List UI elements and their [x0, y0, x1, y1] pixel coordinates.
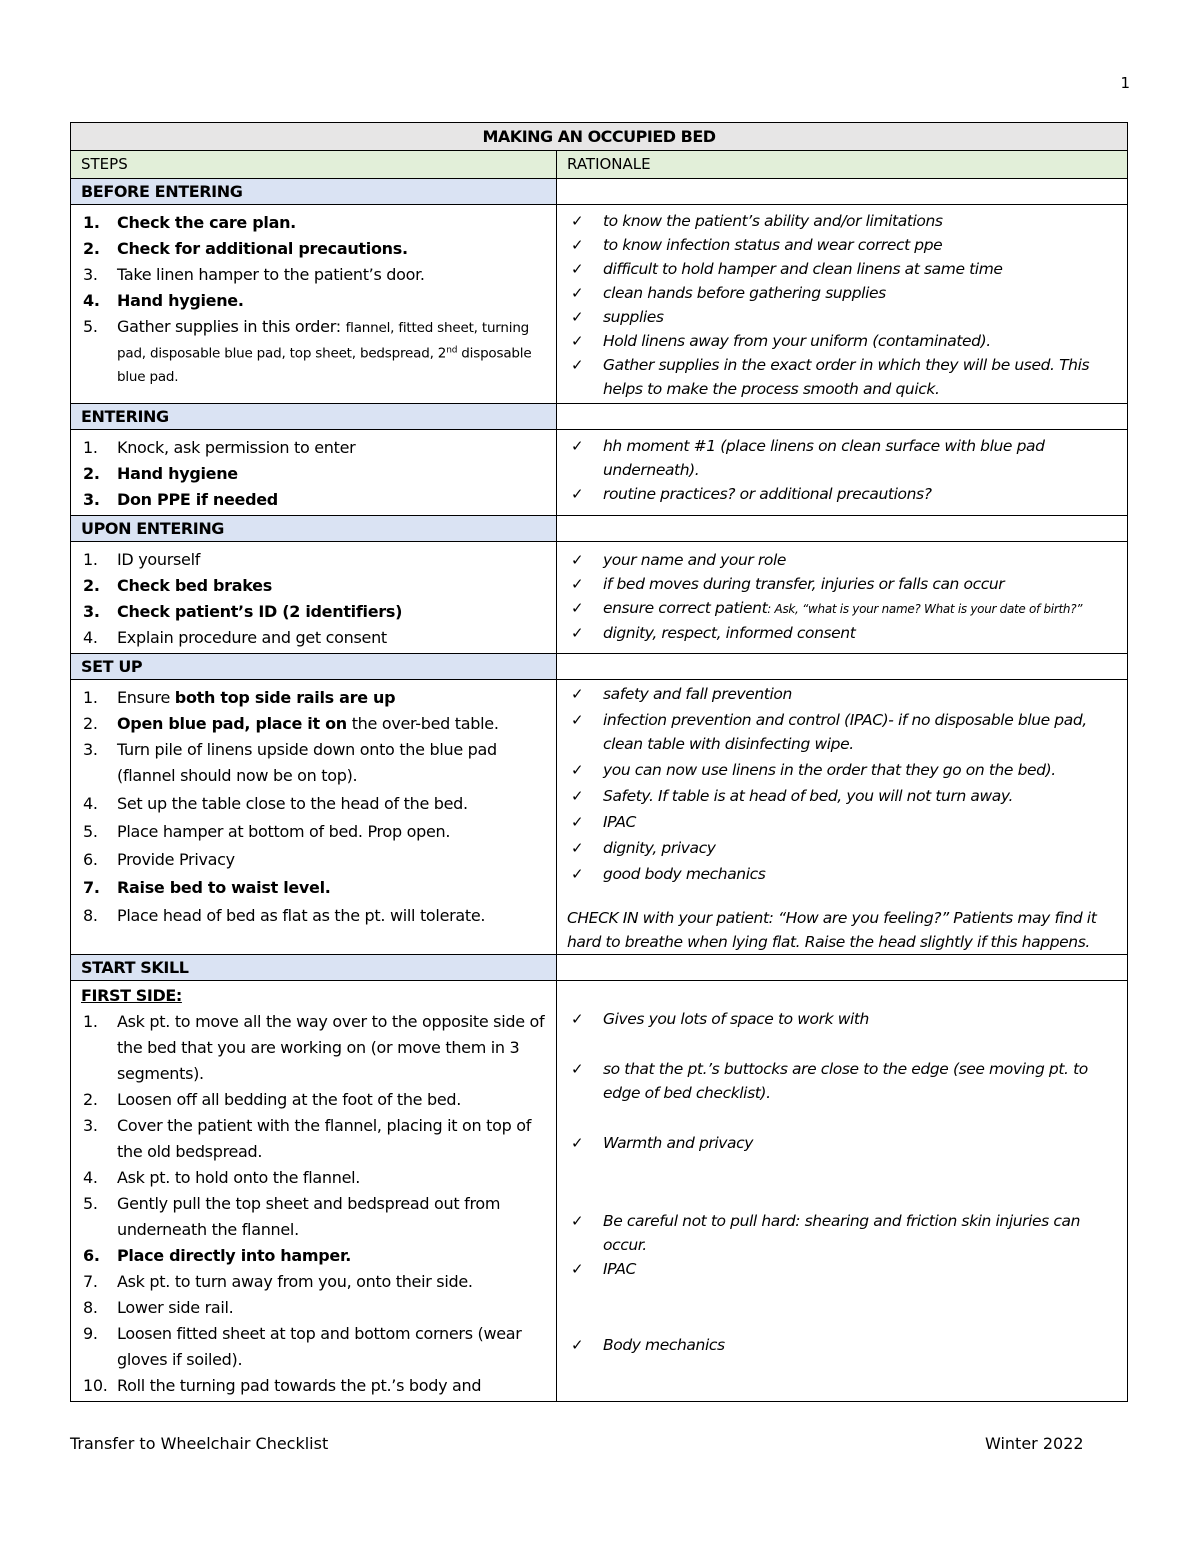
checkmark-icon: ✓: [571, 599, 584, 617]
checkmark-icon: ✓: [571, 236, 584, 254]
rationale-item: ✓ infection prevention and control (IPAC)- if no disposable blue pad, clean table with disinfecting wipe.: [557, 708, 1127, 756]
content-row-before-entering: [71, 205, 1128, 404]
step-item: 5. Gently pull the top sheet and bedspread out from underneath the flannel.: [83, 1194, 501, 1239]
rationale-item: ✓ dignity, privacy: [557, 836, 1127, 860]
step-item: 2. Check bed brakes: [83, 576, 272, 595]
steps-cell: [71, 981, 557, 1402]
step-item: 5. Gather supplies in this order: flannel, fitted sheet, turning pad, disposable blue pad, top sheet, bedspread, 2nd disposable blue pad.: [83, 317, 532, 385]
step-item: 2. Hand hygiene: [83, 464, 238, 483]
rationale-item: ✓ ensure correct patient: Ask, “what is your name? What is your date of birth?”: [557, 596, 1127, 621]
step-item: 4. Set up the table close to the head of the bed.: [83, 794, 468, 813]
section-heading: UPON ENTERING: [71, 516, 557, 542]
checkmark-icon: ✓: [571, 284, 584, 302]
section-row-set-up: [71, 654, 1128, 680]
steps-cell: [71, 430, 557, 516]
rationale-item: ✓ IPAC: [557, 810, 1127, 834]
checkmark-icon: ✓: [571, 711, 584, 729]
rationale-cell: [557, 981, 1128, 1402]
checkmark-icon: ✓: [571, 1212, 584, 1230]
checkmark-icon: ✓: [571, 551, 584, 569]
checkmark-icon: ✓: [571, 1260, 584, 1278]
rationale-item: ✓ Gather supplies in the exact order in which they will be used. This helps to make the process smooth and quick.: [557, 353, 1127, 401]
rationale-item: ✓ Safety. If table is at head of bed, you will not turn away.: [557, 784, 1127, 808]
step-item: 3. Don PPE if needed: [83, 490, 278, 509]
footer-document-name: Transfer to Wheelchair Checklist: [70, 1434, 329, 1453]
rationale-item: ✓ you can now use linens in the order that they go on the bed).: [557, 758, 1127, 782]
rationale-column-header: RATIONALE: [557, 151, 1128, 179]
step-item: 1. Ensure both top side rails are up: [83, 688, 396, 707]
checklist-title: MAKING AN OCCUPIED BED: [71, 123, 1128, 151]
section-row-entering: [71, 404, 1128, 430]
rationale-item: ✓ supplies: [557, 305, 1127, 329]
rationale-item: ✓ Body mechanics: [557, 1333, 1127, 1357]
rationale-item: ✓ routine practices? or additional precautions?: [557, 482, 1127, 506]
checkmark-icon: ✓: [571, 1336, 584, 1354]
checkmark-icon: ✓: [571, 1060, 584, 1078]
section-heading: BEFORE ENTERING: [71, 179, 557, 205]
section-heading: ENTERING: [71, 404, 557, 430]
section-heading: SET UP: [71, 654, 557, 680]
checkmark-icon: ✓: [571, 813, 584, 831]
rationale-item: ✓ Hold linens away from your uniform (contaminated).: [557, 329, 1127, 353]
step-item: 7. Raise bed to waist level.: [83, 878, 331, 897]
step-item: 9. Loosen fitted sheet at top and bottom corners (wear gloves if soiled).: [83, 1324, 522, 1369]
step-item: 4. Hand hygiene.: [83, 291, 244, 310]
section-blank-cell: [557, 955, 1128, 981]
step-item: 6. Place directly into hamper.: [83, 1246, 352, 1265]
rationale-item: ✓ Gives you lots of space to work with: [557, 1007, 1127, 1031]
rationale-item: ✓ good body mechanics: [557, 862, 1127, 886]
checkmark-icon: ✓: [571, 575, 584, 593]
step-item: 7. Ask pt. to turn away from you, onto their side.: [83, 1272, 473, 1291]
rationale-item: ✓ hh moment #1 (place linens on clean surface with blue pad underneath).: [557, 434, 1127, 482]
steps-cell: [71, 680, 557, 955]
rationale-item: ✓ your name and your role: [557, 548, 1127, 572]
checkmark-icon: ✓: [571, 332, 584, 350]
section-row-before-entering: [71, 179, 1128, 205]
rationale-item: ✓ so that the pt.’s buttocks are close to the edge (see moving pt. to edge of bed checklist).: [557, 1057, 1127, 1105]
step-item: 4. Explain procedure and get consent: [83, 628, 387, 647]
checkmark-icon: ✓: [571, 624, 584, 642]
step-item: 2. Open blue pad, place it on the over-bed table.: [83, 714, 499, 733]
step-item: 1. Check the care plan.: [83, 213, 296, 232]
checkmark-icon: ✓: [571, 485, 584, 503]
steps-cell: [71, 205, 557, 404]
step-item: 3. Cover the patient with the flannel, placing it on top of the old bedspread.: [83, 1116, 532, 1161]
checkmark-icon: ✓: [571, 437, 584, 455]
rationale-item: ✓ if bed moves during transfer, injuries or falls can occur: [557, 572, 1127, 596]
column-header-row: [71, 151, 1128, 179]
rationale-item: ✓ to know the patient’s ability and/or limitations: [557, 209, 1127, 233]
rationale-cell: [557, 680, 1128, 955]
rationale-item: ✓ difficult to hold hamper and clean linens at same time: [557, 257, 1127, 281]
sub-heading-first-side: FIRST SIDE:: [81, 986, 182, 1005]
step-item: 1. ID yourself: [83, 550, 201, 569]
checkmark-icon: ✓: [571, 212, 584, 230]
steps-cell: [71, 542, 557, 654]
step-item: 4. Ask pt. to hold onto the flannel.: [83, 1168, 361, 1187]
step-item: 5. Place hamper at bottom of bed. Prop open.: [83, 822, 451, 841]
checkmark-icon: ✓: [571, 685, 584, 703]
step-item: 6. Provide Privacy: [83, 850, 235, 869]
step-item: 8. Place head of bed as flat as the pt. will tolerate.: [83, 906, 486, 925]
checklist-table: [70, 122, 1128, 1402]
rationale-item: ✓ clean hands before gathering supplies: [557, 281, 1127, 305]
step-item: 3. Take linen hamper to the patient’s door.: [83, 265, 425, 284]
content-row-entering: [71, 430, 1128, 516]
checkmark-icon: ✓: [571, 865, 584, 883]
checkmark-icon: ✓: [571, 787, 584, 805]
section-row-upon-entering: [71, 516, 1128, 542]
step-item: 3. Turn pile of linens upside down onto the blue pad (flannel should now be on top).: [83, 740, 497, 785]
checkmark-icon: ✓: [571, 1010, 584, 1028]
title-row: [71, 123, 1128, 151]
rationale-item: ✓ dignity, respect, informed consent: [557, 621, 1127, 645]
step-item: 1. Knock, ask permission to enter: [83, 438, 356, 457]
rationale-item: ✓ safety and fall prevention: [557, 682, 1127, 706]
step-item: 3. Check patient’s ID (2 identifiers): [83, 602, 403, 621]
rationale-item: ✓ IPAC: [557, 1257, 1127, 1281]
rationale-item: ✓ Warmth and privacy: [557, 1131, 1127, 1155]
step-item: 10. Roll the turning pad towards the pt.’s body and: [83, 1376, 482, 1395]
checkmark-icon: ✓: [571, 839, 584, 857]
step-item: 8. Lower side rail.: [83, 1298, 234, 1317]
section-heading: START SKILL: [71, 955, 557, 981]
rationale-cell: [557, 205, 1128, 404]
content-row-set-up: [71, 680, 1128, 955]
checkmark-icon: ✓: [571, 356, 584, 374]
content-row-upon-entering: [71, 542, 1128, 654]
checkmark-icon: ✓: [571, 761, 584, 779]
check-in-note: CHECK IN with your patient: “How are you feeling?” Patients may find it hard to breathe when lying flat. Raise the head slightly if this happens.: [567, 909, 1097, 951]
rationale-cell: [557, 430, 1128, 516]
section-row-start-skill: [71, 955, 1128, 981]
checkmark-icon: ✓: [571, 308, 584, 326]
section-blank-cell: [557, 179, 1128, 205]
content-row-start-skill: [71, 981, 1128, 1402]
section-blank-cell: [557, 516, 1128, 542]
section-blank-cell: [557, 654, 1128, 680]
rationale-item: ✓ Be careful not to pull hard: shearing and friction skin injuries can occur.: [557, 1209, 1127, 1257]
checkmark-icon: ✓: [571, 1134, 584, 1152]
steps-column-header: STEPS: [71, 151, 557, 179]
section-blank-cell: [557, 404, 1128, 430]
step-item: 1. Ask pt. to move all the way over to the opposite side of the bed that you are working on (or move them in 3 segments).: [83, 1012, 545, 1083]
step-item: 2. Loosen off all bedding at the foot of the bed.: [83, 1090, 462, 1109]
rationale-cell: [557, 542, 1128, 654]
step-item: 2. Check for additional precautions.: [83, 239, 408, 258]
page-number: 1: [1120, 74, 1130, 92]
footer-term: Winter 2022: [985, 1434, 1084, 1453]
rationale-item: ✓ to know infection status and wear correct ppe: [557, 233, 1127, 257]
checkmark-icon: ✓: [571, 260, 584, 278]
